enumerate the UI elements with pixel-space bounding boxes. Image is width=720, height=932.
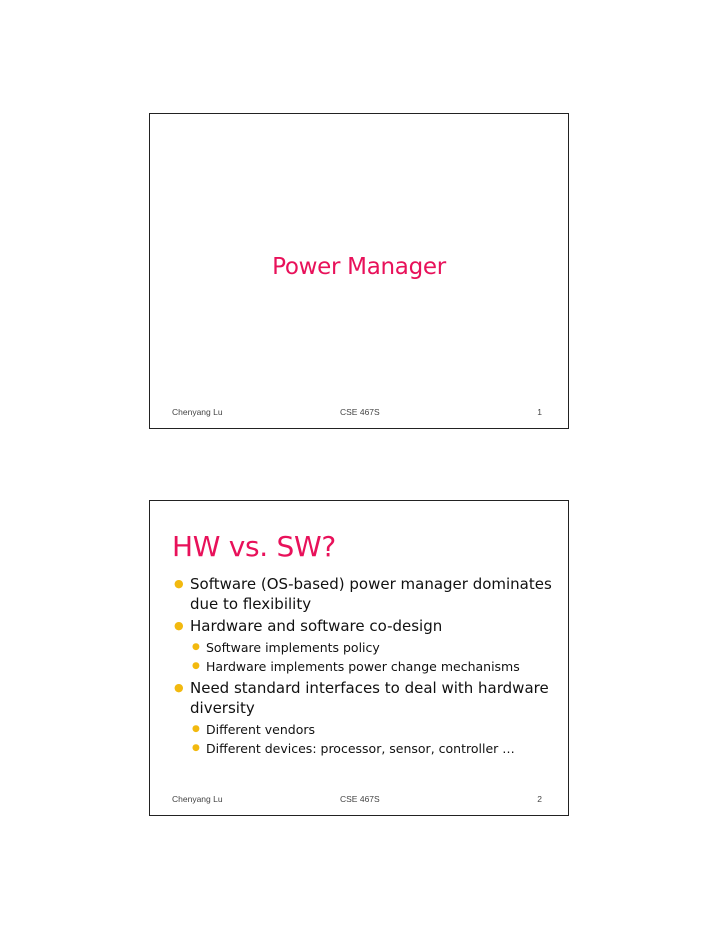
sub-bullet-text: Hardware implements power change mechanisms xyxy=(206,659,520,674)
slide-2 xyxy=(149,500,569,816)
slide-footer xyxy=(150,794,568,806)
bullet-item xyxy=(172,574,557,614)
sub-bullet-text: Different devices: processor, sensor, controller … xyxy=(206,741,515,756)
sub-bullet-text: Software implements policy xyxy=(206,640,380,655)
footer-author: Chenyang Lu xyxy=(172,407,223,417)
bullet-item xyxy=(172,678,557,758)
bullet-text: Need standard interfaces to deal with hardware diversity xyxy=(190,679,549,717)
bullet-dot-icon: ● xyxy=(192,724,200,734)
bullet-dot-icon: ● xyxy=(174,681,184,694)
slide-title: HW vs. SW? xyxy=(172,530,336,563)
footer-course: CSE 467S xyxy=(340,407,380,417)
sub-bullet-text: Different vendors xyxy=(206,722,315,737)
bullet-dot-icon: ● xyxy=(174,619,184,632)
sub-bullet-item xyxy=(190,638,557,657)
sub-bullet-list xyxy=(190,720,557,758)
footer-course: CSE 467S xyxy=(340,794,380,804)
sub-bullet-item xyxy=(190,657,557,676)
slide-title: Power Manager xyxy=(272,254,446,280)
bullet-dot-icon: ● xyxy=(174,577,184,590)
sub-bullet-list xyxy=(190,638,557,676)
bullet-dot-icon: ● xyxy=(192,661,200,671)
bullet-dot-icon: ● xyxy=(192,743,200,753)
bullet-text: Hardware and software co-design xyxy=(190,617,443,635)
bullet-item xyxy=(172,616,557,676)
footer-author: Chenyang Lu xyxy=(172,794,223,804)
sub-bullet-item xyxy=(190,720,557,739)
slide-1 xyxy=(149,113,569,429)
footer-page-number: 1 xyxy=(537,407,542,417)
sub-bullet-item xyxy=(190,739,557,758)
bullet-list xyxy=(172,574,557,760)
footer-page-number: 2 xyxy=(537,794,542,804)
bullet-text: Software (OS-based) power manager dominates due to flexibility xyxy=(190,575,552,613)
bullet-dot-icon: ● xyxy=(192,642,200,652)
slide-footer xyxy=(150,407,568,419)
